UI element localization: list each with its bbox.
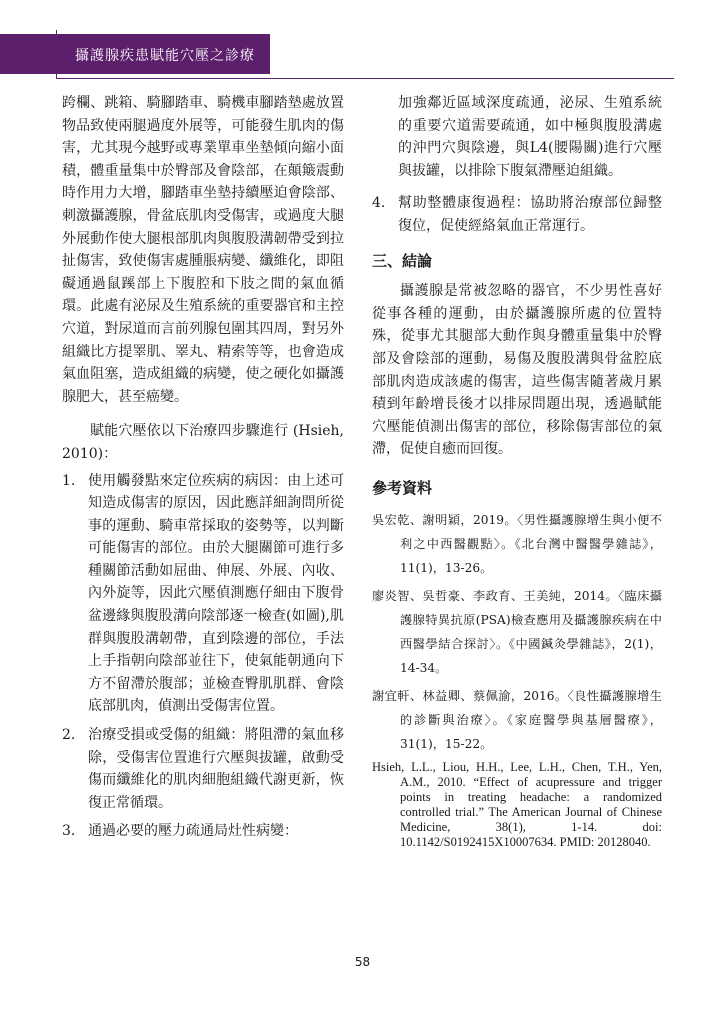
step-number: 2. bbox=[62, 727, 76, 744]
header-rule bbox=[56, 78, 674, 79]
step-item bbox=[62, 820, 344, 843]
conclusion-heading: 三、結論 bbox=[372, 251, 433, 270]
step-number: 3. bbox=[62, 823, 76, 840]
step-item bbox=[372, 192, 662, 237]
running-title: 攝護腺疾患賦能穴壓之診療 bbox=[75, 48, 255, 64]
treatment-steps-continued bbox=[372, 192, 662, 237]
page-number: 58 bbox=[354, 955, 371, 969]
reference-item: Hsieh, L.L., Liou, H.H., Lee, L.H., Chen, T.H., Yen, A.M., 2010. “Effect of acupressure and trigger points in treating headache: a randomized controlled trial.” The American Journal of Chinese Medicine, 38(1), 1-14. doi: 10.1142/S0192415X10007634. PMID: 20128040. bbox=[372, 759, 662, 849]
references-heading: 參考資料 bbox=[372, 478, 433, 497]
step-number: 1. bbox=[62, 472, 76, 489]
step-3-continued: 加強鄰近區域深度疏通，泌尿、生殖系統的重要穴道需要疏通，如中極與腹股溝處的沖門穴與陰邊，與L4(腰陽關)進行穴壓與拔罐，以排除下腹氣滯壓迫組織。 bbox=[398, 95, 662, 179]
reference-item: 吳宏乾、謝明穎，2019。〈男性攝護腺增生與小便不利之中西醫觀點〉。《北台灣中醫醫學雜誌》，11(1)，13-26。 bbox=[372, 512, 662, 575]
reference-list bbox=[372, 508, 662, 850]
body-paragraph: 跨欄、跳箱、騎腳踏車、騎機車腳踏墊處放置物品致使兩腿過度外展等，可能發生肌肉的傷害，尤其現今越野或專業單車坐墊傾向縮小面積，體重量集中於臀部及會陰部，在顛簸震動時作用力大增，腳踏車坐墊持續壓迫會陰部、刺激攝護腺，骨盆底肌肉受傷害，或過度大腿外展動作使大腿根部肌肉與腹股溝韌帶受到拉扯傷害，致使傷害處腫脹病變、纖維化，即阻礙通過鼠蹊部上下腹腔和下肢之間的氣血循環。此處有泌尿及生殖系統的重要器官和主控穴道，對尿道而言前列腺包圍其四周，對另外組織比方提睪肌、睪丸、精索等等，也會造成氣血阻塞，造成組織的病變，使之硬化如攝護腺肥大，甚至癌變。 bbox=[62, 95, 344, 405]
treatment-steps bbox=[62, 470, 344, 844]
step-item bbox=[62, 470, 344, 719]
right-column bbox=[372, 92, 662, 854]
step-text: 治療受損或受傷的組織：將阻滯的氣血移除，受傷害位置進行穴壓與拔罐，啟動受傷而纖維化的肌肉細胞組織代謝更新，恢復正常循環。 bbox=[88, 727, 344, 811]
step-text: 幫助整體康復過程：協助將治療部位歸整復位，促使經絡氣血正常運行。 bbox=[398, 195, 662, 234]
step-text: 通過必要的壓力疏通局灶性病變： bbox=[88, 823, 298, 840]
conclusion-paragraph: 攝護腺是常被忽略的器官，不少男性喜好從事各種的運動，由於攝護腺所處的位置特殊，從事尤其腿部大動作與身體重量集中於臀部及會陰部的運動，易傷及腹股溝與骨盆腔底部肌肉造成該處的傷害，這些傷害隨著歲月累積到年齡增長後才以排尿問題出現，透過賦能穴壓能偵測出傷害的部位，移除傷害部位的氣滯，促使自癒而回復。 bbox=[372, 283, 662, 458]
reference-item: 廖炎智、吳哲豪、李政育、王美純，2014。〈臨床攝護腺特異抗原(PSA)檢查應用及攝護腺疾病在中西醫學結合探討〉。《中國鍼灸學雜誌》，2(1)，14-34。 bbox=[372, 588, 662, 675]
reference-item: 謝宜軒、林益卿、蔡佩渝，2016。〈良性攝護腺增生的診斷與治療〉。《家庭醫學與基層醫療》，31(1)，15-22。 bbox=[372, 688, 662, 751]
step-text: 使用觸發點來定位疾病的病因：由上述可知造成傷害的原因，因此應詳細詢問所從事的運動、騎車常採取的姿勢等，以判斷可能傷害的部位。由於大腿關節可進行多種關節活動如屈曲、伸展、外展、內收、內外旋等，因此穴壓偵測應仔細由下腹骨盆邊緣與腹股溝向陰部逐一檢查(如圖),肌群與腹股溝韌帶，直到陰邊的部位，手法上手指朝向陰部並往下，使氣能朝通向下方不留滯於腹部；並檢查臀肌肌群、會陰底部肌肉，偵測出受傷害位置。 bbox=[88, 472, 344, 715]
step-number: 4. bbox=[372, 195, 386, 212]
page-header bbox=[0, 0, 725, 90]
left-column bbox=[62, 92, 344, 849]
step-item bbox=[62, 724, 344, 814]
method-intro: 賦能穴壓依以下治療四步驟進行 (Hsieh, 2010)： bbox=[62, 423, 344, 462]
